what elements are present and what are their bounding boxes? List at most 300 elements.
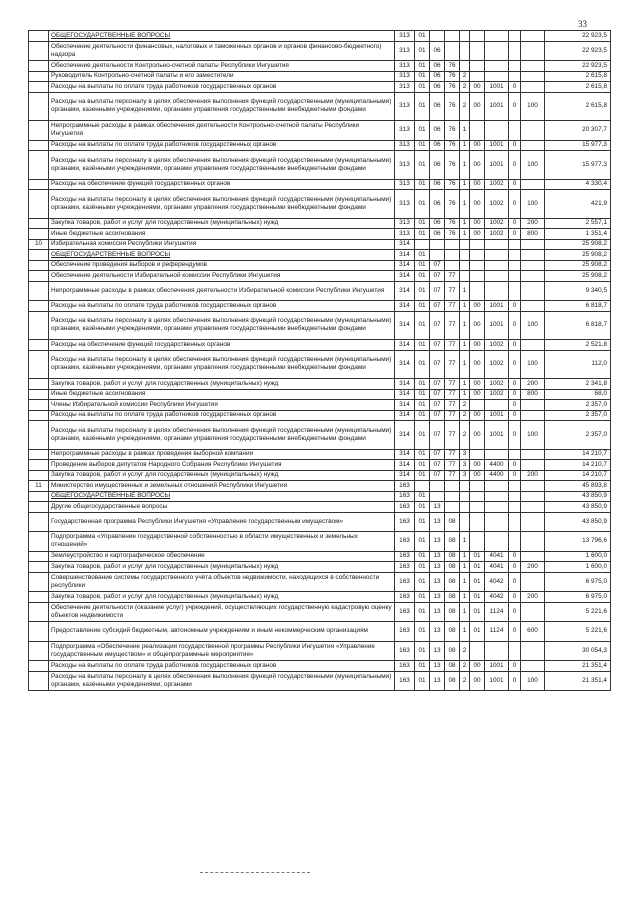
- row-name: Расходы на обеспечение функций государственных органов: [49, 340, 395, 351]
- cell-gr: 313: [395, 190, 415, 219]
- cell-event: 01: [470, 622, 485, 642]
- cell-rz: 01: [415, 140, 430, 151]
- row-number: [29, 140, 49, 151]
- cell-program: 77: [445, 271, 460, 282]
- cell-event: [470, 449, 485, 460]
- row-number: [29, 229, 49, 240]
- cell-subprogram: 3: [460, 449, 470, 460]
- cell-gr: 163: [395, 622, 415, 642]
- cell-expense-type: 100: [521, 92, 545, 121]
- cell-subprogram: [460, 512, 470, 532]
- cell-pr: 07: [430, 460, 445, 471]
- cell-direction: 1001: [485, 140, 509, 151]
- cell-rz: 01: [415, 92, 430, 121]
- cell-event: 00: [470, 379, 485, 390]
- cell-suffix: [509, 532, 521, 552]
- cell-program: 76: [445, 179, 460, 190]
- cell-event: [470, 491, 485, 502]
- table-row: [29, 502, 611, 513]
- cell-pr: 07: [430, 311, 445, 340]
- cell-direction: 1002: [485, 389, 509, 400]
- table-row: [29, 572, 611, 592]
- cell-suffix: 0: [509, 340, 521, 351]
- row-name: Иные бюджетные ассигнования: [49, 389, 395, 400]
- row-name: Закупка товаров, работ и услуг для государственных (муниципальных) нужд: [49, 379, 395, 390]
- cell-suffix: [509, 31, 521, 42]
- cell-event: [470, 481, 485, 492]
- row-name: Обеспечение деятельности (оказание услуг) учреждений, осуществляющих государственную кадастровую оценку объектов недвижимости: [49, 602, 395, 622]
- cell-suffix: 0: [509, 350, 521, 379]
- cell-amount: 25 908,2: [545, 239, 611, 250]
- cell-expense-type: [521, 602, 545, 622]
- cell-rz: 01: [415, 179, 430, 190]
- cell-subprogram: 1: [460, 389, 470, 400]
- table-row: [29, 470, 611, 481]
- cell-pr: 06: [430, 82, 445, 93]
- row-number: [29, 512, 49, 532]
- table-row: [29, 271, 611, 282]
- row-number: [29, 71, 49, 82]
- budget-table: [28, 30, 611, 691]
- cell-amount: 43 850,9: [545, 502, 611, 513]
- cell-expense-type: 800: [521, 229, 545, 240]
- cell-direction: 1001: [485, 82, 509, 93]
- cell-expense-type: 100: [521, 350, 545, 379]
- cell-pr: 07: [430, 421, 445, 450]
- cell-subprogram: 1: [460, 572, 470, 592]
- table-row: [29, 449, 611, 460]
- cell-program: [445, 250, 460, 261]
- table-row: [29, 671, 611, 691]
- table-row: [29, 260, 611, 271]
- row-name: Подпрограмма «Обеспечение реализации государственной программы Республики Ингушетия «Управление государственным имуществом» и общепрограммные мероприятия»: [49, 641, 395, 661]
- cell-amount: 21 351,4: [545, 671, 611, 691]
- row-name: Закупка товаров, работ и услуг для государственных (муниципальных) нужд: [49, 470, 395, 481]
- row-number: 10: [29, 239, 49, 250]
- cell-direction: [485, 250, 509, 261]
- row-name: Расходы на выплаты персоналу в целях обеспечения выполнения функций государственными (муниципальными) органами, казёнными учреждениями, органами управления государственными внебюджетными фондами: [49, 151, 395, 180]
- cell-pr: 07: [430, 340, 445, 351]
- cell-rz: 01: [415, 449, 430, 460]
- table-row: [29, 410, 611, 421]
- cell-event: 00: [470, 179, 485, 190]
- cell-expense-type: [521, 551, 545, 562]
- row-number: [29, 340, 49, 351]
- cell-rz: 01: [415, 671, 430, 691]
- cell-subprogram: 1: [460, 340, 470, 351]
- row-name: Проведение выборов депутатов Народного Собрания Республики Ингушетия: [49, 460, 395, 471]
- cell-subprogram: 1: [460, 562, 470, 573]
- cell-amount: 5 221,6: [545, 602, 611, 622]
- row-number: 11: [29, 481, 49, 492]
- cell-gr: 314: [395, 470, 415, 481]
- cell-expense-type: [521, 239, 545, 250]
- cell-direction: 1002: [485, 190, 509, 219]
- cell-gr: 314: [395, 400, 415, 411]
- cell-direction: [485, 61, 509, 72]
- cell-event: [470, 271, 485, 282]
- cell-program: 08: [445, 592, 460, 603]
- cell-pr: 13: [430, 532, 445, 552]
- row-number: [29, 218, 49, 229]
- section-heading-row: [29, 31, 611, 42]
- cell-event: 00: [470, 151, 485, 180]
- cell-direction: 4042: [485, 572, 509, 592]
- cell-pr: 06: [430, 218, 445, 229]
- cell-subprogram: 1: [460, 551, 470, 562]
- cell-event: 01: [470, 551, 485, 562]
- cell-expense-type: [521, 121, 545, 141]
- table-row: [29, 239, 611, 250]
- page-number: 33: [578, 19, 587, 29]
- cell-direction: [485, 260, 509, 271]
- cell-pr: 06: [430, 190, 445, 219]
- cell-rz: 01: [415, 532, 430, 552]
- cell-pr: 06: [430, 92, 445, 121]
- cell-suffix: [509, 271, 521, 282]
- cell-direction: 1001: [485, 151, 509, 180]
- cell-program: 77: [445, 470, 460, 481]
- row-number: [29, 532, 49, 552]
- cell-amount: 14 210,7: [545, 470, 611, 481]
- cell-pr: 06: [430, 71, 445, 82]
- cell-suffix: 0: [509, 661, 521, 672]
- table-row: [29, 562, 611, 573]
- cell-program: [445, 239, 460, 250]
- cell-rz: 01: [415, 592, 430, 603]
- cell-suffix: 0: [509, 311, 521, 340]
- cell-pr: 07: [430, 389, 445, 400]
- row-number: [29, 622, 49, 642]
- cell-pr: 13: [430, 661, 445, 672]
- cell-pr: 13: [430, 671, 445, 691]
- cell-expense-type: [521, 179, 545, 190]
- cell-expense-type: [521, 281, 545, 301]
- cell-event: 00: [470, 350, 485, 379]
- cell-rz: 01: [415, 250, 430, 261]
- cell-expense-type: 100: [521, 151, 545, 180]
- cell-amount: 20 307,7: [545, 121, 611, 141]
- cell-amount: 45 893,8: [545, 481, 611, 492]
- cell-amount: 2 615,8: [545, 71, 611, 82]
- budget-table-body: [29, 31, 611, 691]
- cell-suffix: [509, 41, 521, 61]
- cell-amount: 2 357,0: [545, 421, 611, 450]
- cell-expense-type: [521, 260, 545, 271]
- cell-rz: 01: [415, 379, 430, 390]
- row-name: Расходы на выплаты персоналу в целях обеспечения выполнения функций государственными (муниципальными) органами, казёнными учреждениями, органами управления государственными внебюджетными фондами: [49, 421, 395, 450]
- cell-suffix: 0: [509, 671, 521, 691]
- cell-amount: 43 850,9: [545, 512, 611, 532]
- cell-suffix: [509, 61, 521, 72]
- cell-gr: 314: [395, 239, 415, 250]
- cell-direction: 4041: [485, 562, 509, 573]
- cell-suffix: 0: [509, 400, 521, 411]
- cell-direction: 1001: [485, 671, 509, 691]
- cell-event: [470, 239, 485, 250]
- cell-subprogram: 2: [460, 410, 470, 421]
- row-number: [29, 281, 49, 301]
- cell-pr: 07: [430, 350, 445, 379]
- cell-subprogram: 1: [460, 350, 470, 379]
- table-row: [29, 311, 611, 340]
- cell-pr: 13: [430, 551, 445, 562]
- table-row: [29, 229, 611, 240]
- cell-suffix: 0: [509, 551, 521, 562]
- cell-pr: 06: [430, 179, 445, 190]
- cell-gr: 314: [395, 389, 415, 400]
- cell-suffix: [509, 239, 521, 250]
- cell-event: 00: [470, 410, 485, 421]
- cell-suffix: 0: [509, 421, 521, 450]
- cell-gr: 163: [395, 592, 415, 603]
- table-row: [29, 61, 611, 72]
- cell-amount: 1 600,0: [545, 551, 611, 562]
- cell-rz: [415, 481, 430, 492]
- cell-rz: 01: [415, 229, 430, 240]
- cell-program: 08: [445, 622, 460, 642]
- cell-pr: 06: [430, 121, 445, 141]
- cell-gr: 314: [395, 410, 415, 421]
- cell-subprogram: [460, 250, 470, 261]
- row-number: [29, 121, 49, 141]
- table-row: [29, 622, 611, 642]
- cell-subprogram: [460, 31, 470, 42]
- cell-direction: [485, 449, 509, 460]
- cell-program: 77: [445, 350, 460, 379]
- cell-amount: 5 221,6: [545, 622, 611, 642]
- cell-rz: 01: [415, 572, 430, 592]
- cell-event: 00: [470, 92, 485, 121]
- cell-suffix: [509, 502, 521, 513]
- cell-rz: 01: [415, 31, 430, 42]
- cell-direction: [485, 31, 509, 42]
- cell-program: 77: [445, 389, 460, 400]
- cell-program: 77: [445, 340, 460, 351]
- cell-subprogram: 2: [460, 671, 470, 691]
- cell-event: 00: [470, 340, 485, 351]
- cell-subprogram: 2: [460, 82, 470, 93]
- cell-direction: 1001: [485, 410, 509, 421]
- cell-program: 76: [445, 61, 460, 72]
- cell-rz: 01: [415, 460, 430, 471]
- cell-program: 76: [445, 218, 460, 229]
- cell-amount: 4 330,4: [545, 179, 611, 190]
- cell-program: 77: [445, 379, 460, 390]
- cell-rz: 01: [415, 311, 430, 340]
- cell-pr: 07: [430, 410, 445, 421]
- cell-expense-type: 100: [521, 311, 545, 340]
- cell-event: 00: [470, 661, 485, 672]
- cell-subprogram: 2: [460, 400, 470, 411]
- cell-suffix: [509, 281, 521, 301]
- row-number: [29, 190, 49, 219]
- row-number: [29, 551, 49, 562]
- cell-event: 01: [470, 562, 485, 573]
- cell-suffix: 0: [509, 301, 521, 312]
- table-row: [29, 340, 611, 351]
- cell-suffix: 0: [509, 572, 521, 592]
- cell-pr: 13: [430, 641, 445, 661]
- cell-expense-type: [521, 400, 545, 411]
- row-name: Непрограммные расходы в рамках обеспечения деятельности Избирательной комиссии Республики Ингушетия: [49, 281, 395, 301]
- cell-gr: 163: [395, 532, 415, 552]
- cell-event: [470, 250, 485, 261]
- section-heading-row: [29, 491, 611, 502]
- cell-program: 08: [445, 551, 460, 562]
- cell-expense-type: [521, 41, 545, 61]
- row-number: [29, 410, 49, 421]
- cell-suffix: 0: [509, 229, 521, 240]
- table-row: [29, 532, 611, 552]
- cell-expense-type: [521, 71, 545, 82]
- cell-gr: 314: [395, 421, 415, 450]
- row-name: ОБЩЕГОСУДАРСТВЕННЫЕ ВОПРОСЫ: [49, 250, 395, 261]
- cell-gr: 314: [395, 311, 415, 340]
- cell-amount: 112,0: [545, 350, 611, 379]
- cell-event: 00: [470, 82, 485, 93]
- cell-pr: 07: [430, 301, 445, 312]
- cell-expense-type: 100: [521, 190, 545, 219]
- cell-subprogram: 1: [460, 190, 470, 219]
- cell-pr: 07: [430, 449, 445, 460]
- cell-event: [470, 121, 485, 141]
- cell-direction: 1002: [485, 350, 509, 379]
- cell-subprogram: 1: [460, 281, 470, 301]
- cell-suffix: [509, 491, 521, 502]
- cell-subprogram: [460, 502, 470, 513]
- cell-program: 77: [445, 449, 460, 460]
- row-name: Расходы на выплаты персоналу в целях обеспечения выполнения функций государственными (муниципальными) органами, казёнными учреждениями, органами управления государственными внебюджетными фондами: [49, 311, 395, 340]
- cell-pr: 13: [430, 622, 445, 642]
- cell-expense-type: [521, 641, 545, 661]
- cell-pr: 06: [430, 151, 445, 180]
- cell-pr: 06: [430, 41, 445, 61]
- cell-subprogram: 2: [460, 421, 470, 450]
- cell-gr: 163: [395, 512, 415, 532]
- cell-suffix: 0: [509, 562, 521, 573]
- cell-rz: 01: [415, 41, 430, 61]
- cell-subprogram: 1: [460, 602, 470, 622]
- table-row: [29, 602, 611, 622]
- cell-event: 01: [470, 592, 485, 603]
- row-number: [29, 602, 49, 622]
- cell-program: 77: [445, 311, 460, 340]
- cell-program: [445, 491, 460, 502]
- cell-direction: 1001: [485, 311, 509, 340]
- cell-subprogram: 2: [460, 641, 470, 661]
- cell-expense-type: [521, 532, 545, 552]
- cell-program: 08: [445, 641, 460, 661]
- cell-rz: 01: [415, 301, 430, 312]
- cell-gr: 314: [395, 250, 415, 261]
- table-row: [29, 301, 611, 312]
- cell-expense-type: 200: [521, 470, 545, 481]
- cell-rz: 01: [415, 512, 430, 532]
- row-number: [29, 449, 49, 460]
- cell-rz: 01: [415, 61, 430, 72]
- row-number: [29, 592, 49, 603]
- cell-suffix: 0: [509, 140, 521, 151]
- table-row: [29, 350, 611, 379]
- cell-gr: 313: [395, 92, 415, 121]
- row-name: Расходы на выплаты персоналу в целях обеспечения выполнения функций государственными (муниципальными) органами, казёнными учреждениями, органами управления государственными внебюджетными фондами: [49, 350, 395, 379]
- cell-amount: 15 977,3: [545, 151, 611, 180]
- cell-direction: [485, 239, 509, 250]
- cell-amount: 14 210,7: [545, 449, 611, 460]
- cell-subprogram: 1: [460, 229, 470, 240]
- section-heading-row: [29, 250, 611, 261]
- cell-rz: 01: [415, 121, 430, 141]
- cell-gr: 313: [395, 218, 415, 229]
- cell-expense-type: [521, 61, 545, 72]
- row-number: [29, 260, 49, 271]
- cell-pr: 13: [430, 592, 445, 603]
- cell-rz: 01: [415, 71, 430, 82]
- row-number: [29, 389, 49, 400]
- row-number: [29, 250, 49, 261]
- table-row: [29, 82, 611, 93]
- cell-rz: 01: [415, 602, 430, 622]
- cell-rz: 01: [415, 271, 430, 282]
- cell-suffix: [509, 71, 521, 82]
- cell-amount: 15 977,3: [545, 140, 611, 151]
- cell-event: 00: [470, 140, 485, 151]
- cell-direction: 1124: [485, 622, 509, 642]
- cell-suffix: 0: [509, 92, 521, 121]
- cell-suffix: [509, 250, 521, 261]
- cell-subprogram: 1: [460, 622, 470, 642]
- cell-suffix: 0: [509, 389, 521, 400]
- cell-rz: 01: [415, 350, 430, 379]
- row-number: [29, 301, 49, 312]
- cell-amount: 2 357,0: [545, 410, 611, 421]
- table-row: [29, 218, 611, 229]
- cell-event: 00: [470, 229, 485, 240]
- cell-amount: 2 521,8: [545, 340, 611, 351]
- cell-pr: 13: [430, 512, 445, 532]
- cell-expense-type: 200: [521, 562, 545, 573]
- cell-subprogram: [460, 61, 470, 72]
- cell-gr: 163: [395, 481, 415, 492]
- cell-suffix: 0: [509, 602, 521, 622]
- cell-rz: 01: [415, 82, 430, 93]
- row-name: Непрограммные расходы в рамках обеспечения деятельности Контрольно-счетной палаты Республики Ингушетия: [49, 121, 395, 141]
- cell-suffix: [509, 121, 521, 141]
- cell-rz: 01: [415, 641, 430, 661]
- cell-expense-type: 600: [521, 622, 545, 642]
- row-name: Обеспечение деятельности Контрольно-счетной палаты Республики Ингушетия: [49, 61, 395, 72]
- cell-gr: 314: [395, 260, 415, 271]
- cell-suffix: [509, 641, 521, 661]
- cell-subprogram: [460, 481, 470, 492]
- cell-event: [470, 31, 485, 42]
- table-row: [29, 71, 611, 82]
- cell-subprogram: 3: [460, 470, 470, 481]
- table-row: [29, 379, 611, 390]
- cell-program: [445, 481, 460, 492]
- cell-pr: 07: [430, 281, 445, 301]
- cell-rz: 01: [415, 410, 430, 421]
- cell-event: 01: [470, 602, 485, 622]
- row-number: [29, 671, 49, 691]
- cell-program: 76: [445, 229, 460, 240]
- cell-expense-type: [521, 502, 545, 513]
- row-name: Иные бюджетные ассигнования: [49, 229, 395, 240]
- cell-event: [470, 61, 485, 72]
- row-name: ОБЩЕГОСУДАРСТВЕННЫЕ ВОПРОСЫ: [49, 31, 395, 42]
- cell-gr: 313: [395, 140, 415, 151]
